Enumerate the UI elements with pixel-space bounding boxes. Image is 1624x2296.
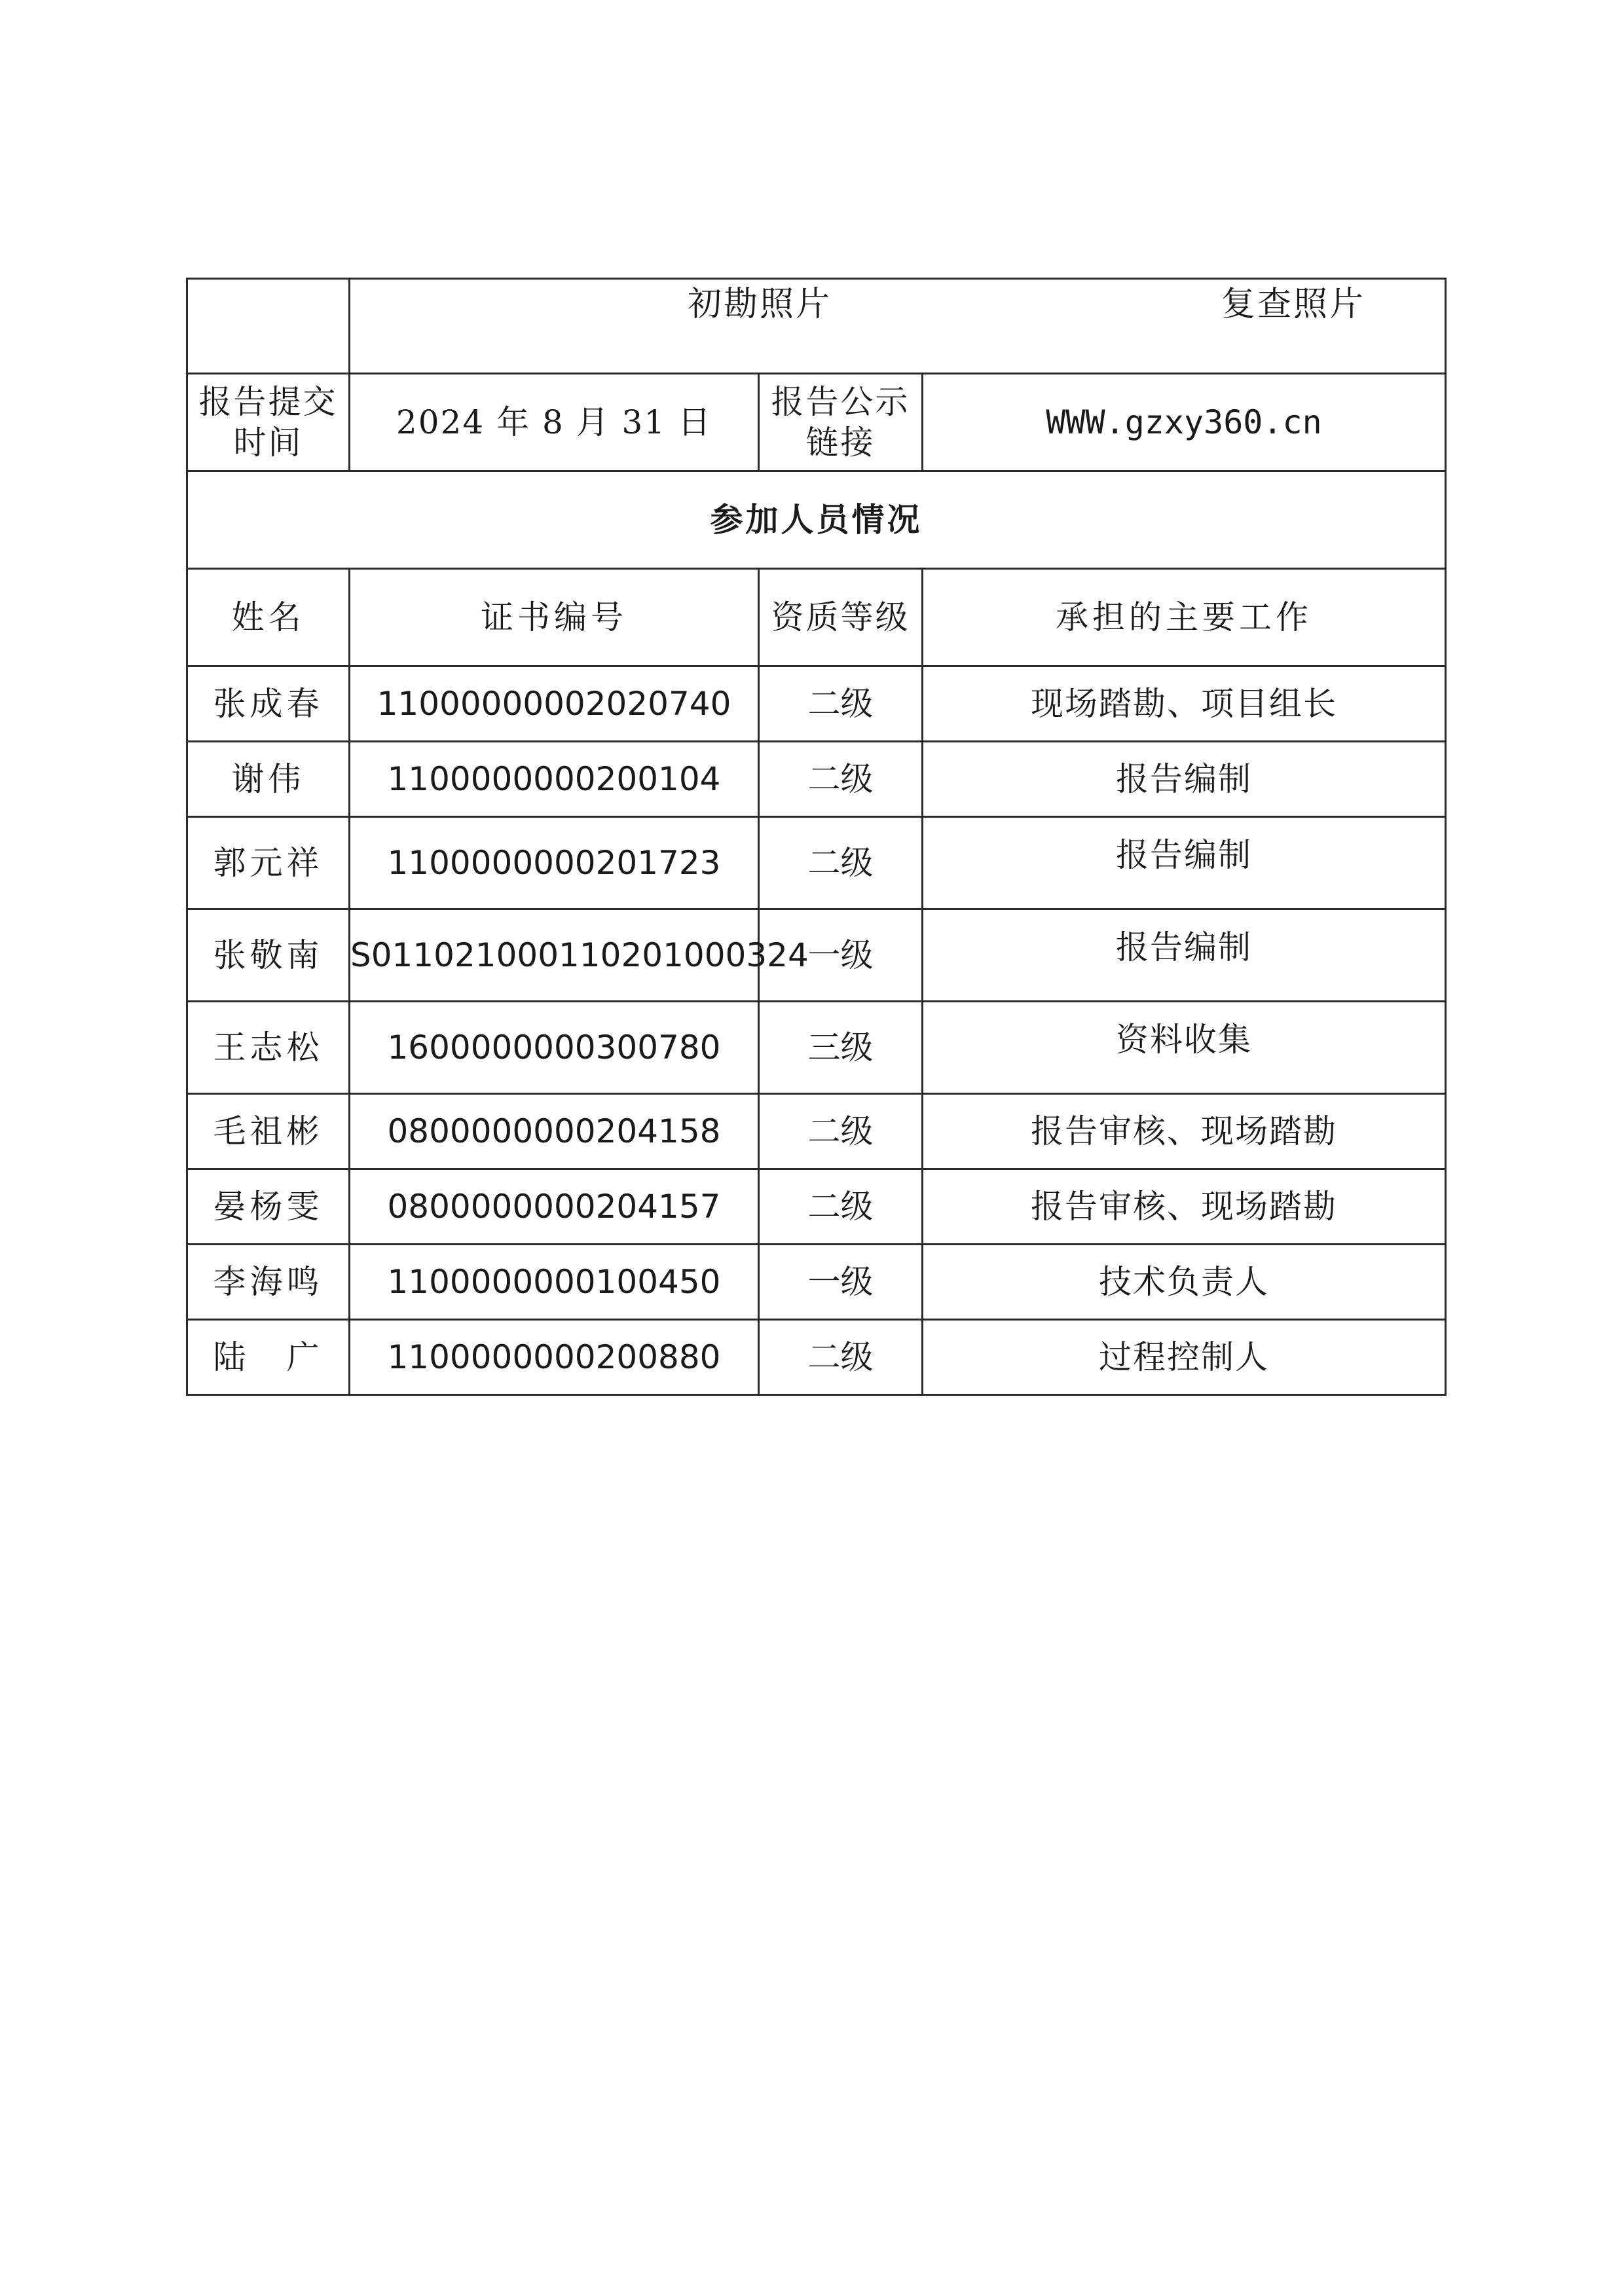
submission-time-label: 报告提交时间 [187,374,350,471]
person-name: 毛祖彬 [187,1094,350,1169]
person-duty: 现场踏勘、项目组长 [923,666,1446,742]
photo-cell [350,279,1446,374]
table-row [187,1169,1446,1245]
report-table [186,278,1447,1396]
section-title: 参加人员情况 [187,471,1446,569]
header-duty: 承担的主要工作 [923,569,1446,666]
person-cert: 1100000000100450 [350,1245,759,1320]
person-duty: 资料收集 [923,1002,1446,1094]
person-cert: 0800000000204158 [350,1094,759,1169]
person-grade: 二级 [759,666,923,742]
table-row [187,1094,1446,1169]
person-name: 陆 广 [187,1320,350,1395]
person-duty: 报告编制 [923,817,1446,909]
person-grade: 二级 [759,817,923,909]
table-row [187,1245,1446,1320]
table-row [187,666,1446,742]
person-duty: 过程控制人 [923,1320,1446,1395]
table-row [187,742,1446,817]
person-cert: 11000000002020740 [350,666,759,742]
person-duty: 报告编制 [923,909,1446,1002]
table-row [187,1320,1446,1395]
photo-row [187,279,1446,374]
person-name: 李海鸣 [187,1245,350,1320]
person-grade: 二级 [759,1320,923,1395]
person-grade: 二级 [759,1169,923,1245]
person-name: 张成春 [187,666,350,742]
submission-row [187,374,1446,471]
person-name: 王志松 [187,1002,350,1094]
table-row [187,817,1446,909]
section-row [187,471,1446,569]
person-name: 张敬南 [187,909,350,1002]
person-grade: 二级 [759,1094,923,1169]
person-duty: 报告审核、现场踏勘 [923,1094,1446,1169]
person-duty: 报告编制 [923,742,1446,817]
person-grade: 一级 [759,909,923,1002]
person-grade: 一级 [759,1245,923,1320]
person-cert: 1100000000200880 [350,1320,759,1395]
person-name: 晏杨雯 [187,1169,350,1245]
person-name: 郭元祥 [187,817,350,909]
person-cert: 1100000000200104 [350,742,759,817]
photo-row-blank-cell [187,279,350,374]
report-table-wrapper [186,278,1445,1396]
review-photo-label: 复查照片 [1221,285,1366,324]
public-link[interactable]: WWW.gzxy360.cn [923,374,1446,471]
header-grade: 资质等级 [759,569,923,666]
initial-photo-label: 初勘照片 [688,285,832,324]
person-grade: 三级 [759,1002,923,1094]
header-name: 姓名 [187,569,350,666]
person-duty: 技术负责人 [923,1245,1446,1320]
table-row [187,909,1446,1002]
header-cert: 证书编号 [350,569,759,666]
submission-date: 2024 年 8 月 31 日 [350,374,759,471]
person-name: 谢伟 [187,742,350,817]
person-cert: S011021000110201000324 [350,909,759,1002]
header-row [187,569,1446,666]
public-link-label: 报告公示链接 [759,374,923,471]
person-grade: 二级 [759,742,923,817]
person-cert: 1600000000300780 [350,1002,759,1094]
person-duty: 报告审核、现场踏勘 [923,1169,1446,1245]
person-cert: 1100000000201723 [350,817,759,909]
person-cert: 0800000000204157 [350,1169,759,1245]
table-row [187,1002,1446,1094]
